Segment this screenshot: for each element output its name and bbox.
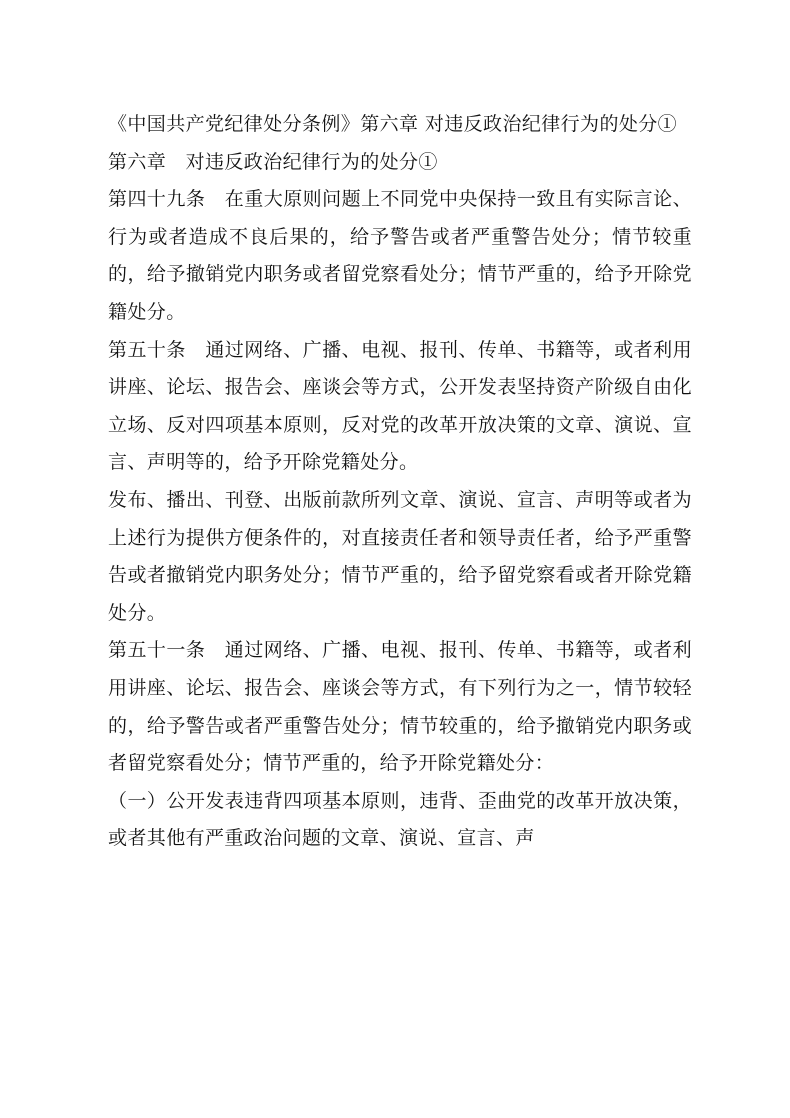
article-50-paragraph-2: 发布、播出、刊登、出版前款所列文章、演说、宣言、声明等或者为上述行为提供方便条件的，对直接责任者和领导责任者，给予严重警告或者撤销党内职务处分；情节严重的，给予留党察看或者开除党籍处分。 bbox=[108, 488, 692, 624]
article-51: 第五十一条 通过网络、广播、电视、报刊、传单、书籍等，或者利用讲座、论坛、报告会、座谈会等方式，有下列行为之一，情节较轻的，给予警告或者严重警告处分；情节较重的，给予撤销党内职务或者留党察看处分；情节严重的，给予开除党籍处分： bbox=[108, 639, 692, 775]
document-title: 《中国共产党纪律处分条例》第六章 对违反政治纪律行为的处分① bbox=[108, 113, 678, 135]
chapter-heading: 第六章 对违反政治纪律行为的处分① bbox=[108, 150, 438, 173]
article-51-item-1: （一）公开发表违背四项基本原则，违背、歪曲党的改革开放决策，或者其他有严重政治问题的文章、演说、宣言、声 bbox=[108, 789, 692, 850]
article-50: 第五十条 通过网络、广播、电视、报刊、传单、书籍等，或者利用讲座、论坛、报告会、座谈会等方式，公开发表坚持资产阶级自由化立场、反对四项基本原则，反对党的改革开放决策的文章、演说、宣言、声明等的，给予开除党籍处分。 bbox=[108, 338, 692, 474]
article-49: 第四十九条 在重大原则问题上不同党中央保持一致且有实际言论、行为或者造成不良后果的，给予警告或者严重警告处分；情节较重的，给予撤销党内职务或者留党察看处分；情节严重的，给予开除党籍处分。 bbox=[108, 188, 692, 323]
document-body bbox=[108, 106, 692, 858]
